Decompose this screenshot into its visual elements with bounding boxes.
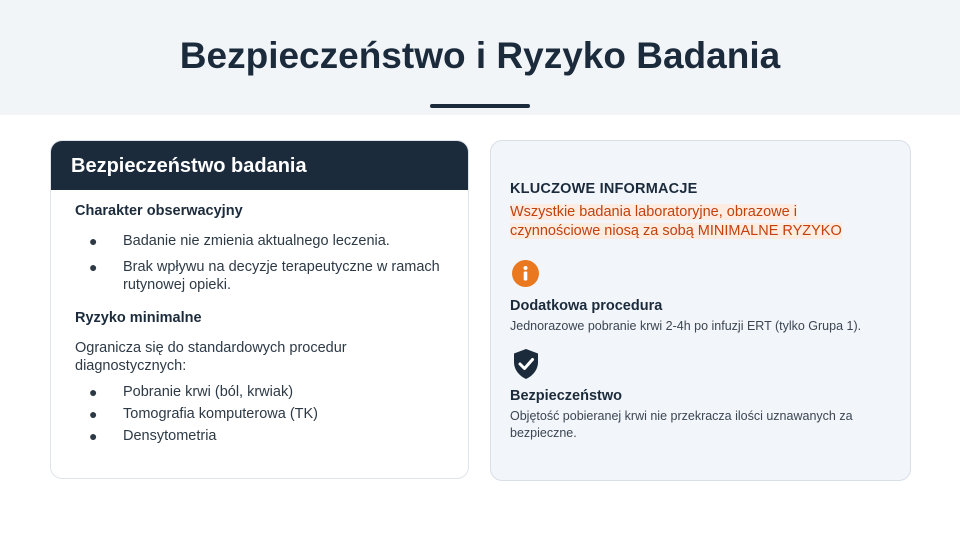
minimal-risk-intro: Ogranicza się do standardowych procedur diagnostycznych: bbox=[75, 340, 347, 374]
bullet-icon: ● bbox=[89, 233, 98, 249]
safety-card-title: Bezpieczeństwo badania bbox=[71, 155, 307, 177]
section-heading-observational: Charakter obserwacyjny bbox=[75, 203, 243, 219]
key-info-line-2: czynnościowe niosą za sobą MINIMALNE RYZYKO bbox=[510, 223, 842, 239]
list-item-text: Brak wpływu na decyzje terapeutyczne w ramach rutynowej opieki. bbox=[123, 259, 440, 293]
page-title: Bezpieczeństwo i Ryzyko Badania bbox=[179, 35, 781, 76]
additional-procedure-title: Dodatkowa procedura bbox=[510, 298, 663, 314]
header-band bbox=[0, 0, 960, 115]
list-item-text: Pobranie krwi (ból, krwiak) bbox=[123, 384, 294, 400]
key-info-highlight bbox=[510, 203, 870, 241]
list-item-text: Tomografia komputerowa (TK) bbox=[123, 406, 319, 422]
bullet-icon: ● bbox=[89, 384, 98, 400]
section-heading-minimal-risk: Ryzyko minimalne bbox=[75, 310, 202, 326]
key-info-line-1: Wszystkie badania laboratoryjne, obrazowe i bbox=[510, 204, 797, 220]
info-icon bbox=[512, 260, 539, 287]
key-info-card bbox=[490, 140, 911, 481]
bullet-icon: ● bbox=[89, 428, 98, 444]
safety-card bbox=[50, 140, 469, 479]
safety-card-header bbox=[51, 141, 468, 190]
shield-check-icon bbox=[512, 348, 540, 380]
list-item-text: Badanie nie zmienia aktualnego leczenia. bbox=[123, 233, 390, 249]
additional-procedure-desc: Jednorazowe pobranie krwi 2-4h po infuzji ERT (tylko Grupa 1). bbox=[510, 319, 862, 333]
safety-title: Bezpieczeństwo bbox=[510, 388, 622, 404]
key-info-heading: KLUCZOWE INFORMACJE bbox=[510, 181, 698, 197]
bullet-icon: ● bbox=[89, 259, 98, 275]
title-underline bbox=[430, 104, 530, 108]
list-item-text: Densytometria bbox=[123, 428, 217, 444]
bullet-icon: ● bbox=[89, 406, 98, 422]
safety-desc: Objętość pobieranej krwi nie przekracza ilości uznawanych za bezpieczne. bbox=[510, 409, 853, 440]
